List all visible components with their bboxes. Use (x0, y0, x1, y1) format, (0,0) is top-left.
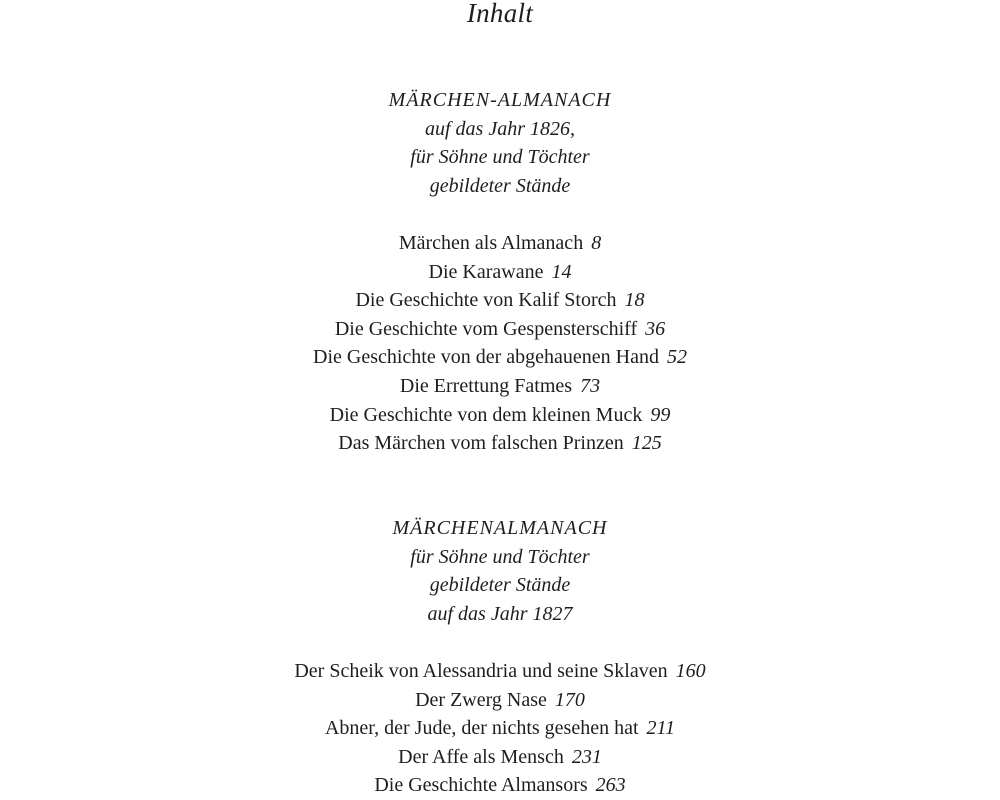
toc-entry[interactable] (0, 686, 1000, 715)
page-title: Inhalt (466, 0, 534, 28)
section-heading-line: gebildeter Stände (429, 174, 571, 197)
section-heading-line: auf das Jahr 1827 (427, 602, 573, 625)
toc-entry[interactable] (0, 315, 1000, 344)
toc-entry[interactable] (0, 401, 1000, 430)
toc-entry-title: Abner, der Jude, der nichts gesehen hat (324, 717, 639, 740)
section-heading-line: auf das Jahr 1826, (425, 117, 575, 140)
toc-entry-page-number: 99 (650, 403, 671, 426)
section-heading-title: MÄRCHEN-ALMANACH (388, 89, 612, 111)
toc-entry[interactable] (0, 743, 1000, 772)
toc-entry[interactable] (0, 343, 1000, 372)
toc-entry[interactable] (0, 286, 1000, 315)
toc-entry[interactable] (0, 771, 1000, 800)
toc-entry-page-number: 170 (554, 688, 585, 711)
toc-entry-page-number: 14 (551, 260, 572, 283)
toc-entry[interactable] (0, 372, 1000, 401)
toc-entry-title: Die Geschichte von dem kleinen Muck (329, 403, 643, 426)
toc-entry-title: Der Scheik von Alessandria und seine Sklaven (294, 659, 668, 682)
toc-entry-title: Die Geschichte von der abgehauenen Hand (313, 346, 659, 369)
toc-entry-title: Die Geschichte von Kalif Storch (355, 289, 617, 312)
toc-section-1826 (0, 86, 1000, 458)
toc-entry-title: Der Zwerg Nase (415, 688, 547, 711)
toc-entry-title: Der Affe als Mensch (398, 745, 564, 768)
toc-entry-title: Das Märchen vom falschen Prinzen (338, 432, 624, 455)
toc-entry-page-number: 36 (645, 317, 666, 340)
section-heading-line: gebildeter Stände (429, 574, 571, 597)
toc-entry-title: Die Geschichte vom Gespensterschiff (334, 317, 638, 340)
section-heading-line: für Söhne und Töchter (410, 146, 590, 169)
toc-entry[interactable] (0, 429, 1000, 458)
toc-entry-page-number: 52 (666, 346, 687, 369)
toc-entry-page-number: 8 (591, 231, 602, 254)
section-heading-line: für Söhne und Töchter (410, 545, 590, 568)
toc-section-1827 (0, 514, 1000, 800)
toc-entry-page-number: 73 (580, 374, 601, 397)
toc-entry[interactable] (0, 714, 1000, 743)
toc-entry[interactable] (0, 258, 1000, 287)
toc-entry-page-number: 211 (646, 717, 676, 740)
toc-entry-list (0, 657, 1000, 800)
toc-entry-title: Die Geschichte Almansors (374, 774, 588, 797)
toc-entry[interactable] (0, 657, 1000, 686)
section-heading-title: MÄRCHENALMANACH (392, 517, 608, 539)
toc-entry-list (0, 229, 1000, 458)
toc-entry-page-number: 160 (675, 659, 706, 682)
toc-entry-page-number: 231 (571, 745, 602, 768)
toc-entry-page-number: 263 (595, 774, 626, 797)
toc-entry-page-number: 18 (624, 289, 645, 312)
toc-entry-title: Die Karawane (428, 260, 544, 283)
toc-entry[interactable] (0, 229, 1000, 258)
toc-entry-page-number: 125 (631, 432, 662, 455)
toc-entry-title: Die Errettung Fatmes (399, 374, 573, 397)
toc-entry-title: Märchen als Almanach (398, 231, 584, 254)
